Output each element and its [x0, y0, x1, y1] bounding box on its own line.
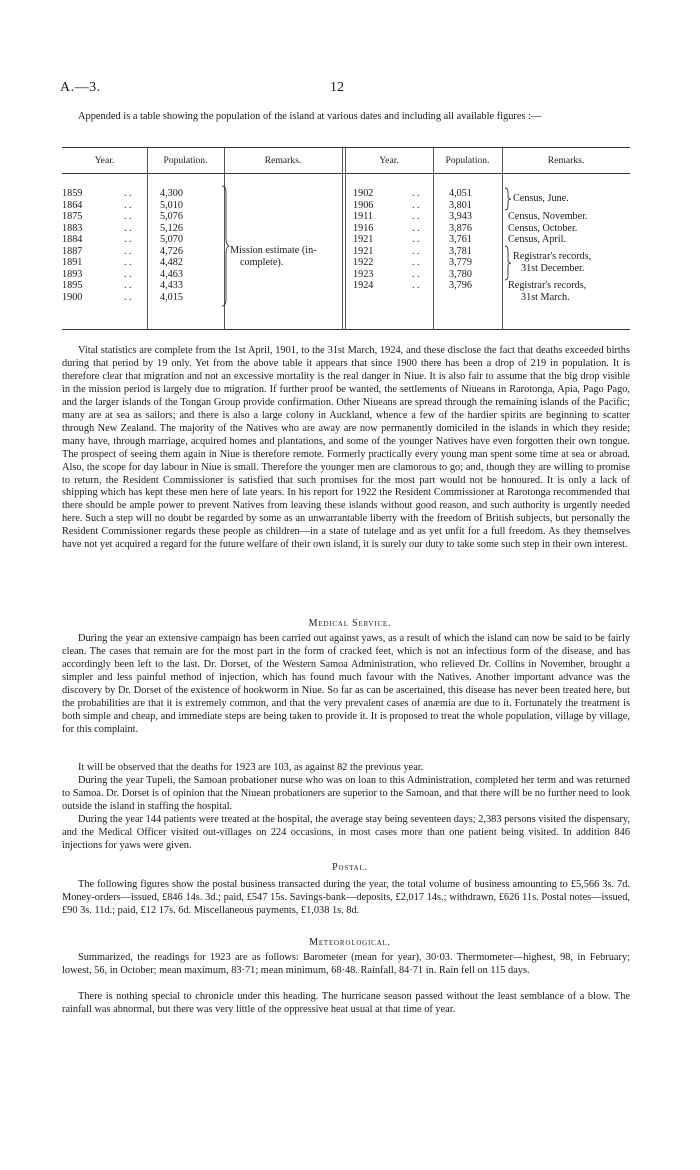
header-population-left: Population. — [163, 155, 208, 166]
left-year-cell: 1884 — [62, 234, 83, 245]
leader-dots: . . — [124, 222, 132, 234]
meteorological-heading: Meteorological. — [309, 937, 391, 948]
remark-census-november: Census, November. — [508, 211, 588, 222]
header-population-right: Population. — [445, 155, 490, 166]
medical-paragraph-1: During the year an extensive campaign has been carried out against yaws, as a result of which the island can now be said to be fairly clean. The cases that remain are for the most part in the form of cracked feet, which is not an infectious form of the disease, and has accordingly been left to the last. Dr. Dorset, of the Western Samoa Administration, who relieved Dr. Collins in November, brought a simpler and less painful method of injection, which has found much favour with the Natives. Another important advance was the discovery by Dr. Dorset of the existence of hookworm in Niue. So far as can be ascertained, this disease has never been treated here, but the probabilities are that it is extremely common, and that the very prevalent cases of anæmia are due to it. Fortunately the treatment is both simple and cheap, and immediate steps are being taken to provide it. It is proposed to treat the whole population, village by village, for this complaint. — [62, 633, 630, 735]
leader-dots: . . — [124, 188, 132, 199]
right-population-cell: 3,781 — [449, 245, 472, 257]
leader-dots: . . — [412, 199, 420, 211]
left-year-cell: 1895 — [62, 280, 83, 291]
leader-dots: . . — [412, 257, 420, 268]
remark-census-october: Census, October. — [508, 222, 578, 234]
leader-dots: . . — [124, 234, 132, 245]
right-population-cell: 3,796 — [449, 280, 472, 291]
left-year-cell: 1864 — [62, 199, 83, 211]
left-population-cell: 4,726 — [160, 245, 183, 257]
mission-remark-line2: complete). — [240, 257, 284, 268]
remark-registrar-mar-line1: Registrar's records, — [508, 280, 587, 291]
leader-dots: . . — [412, 188, 420, 199]
column-divider — [433, 147, 434, 330]
vital-statistics-paragraph: Vital statistics are complete from the 1st April, 1901, to the 31st March, 1924, and these disclose the fact that deaths exceeded births during that period by 19 only. Yet from the above table it appears that since 1900 there has been a drop of 219 in population. It is therefore clear that migration and not an excessive mortality is the real danger in Niue. It is also fair to assume that the big drop visible in the mission period is largely due to migration. If further proof be wanted, the settlements of Niueans in Rarotonga, Apia, Pago Pago, and the larger islands of the Tongan Group provide confirmation. Other Niueans are spread through the remaining islands of the Pacific; many are at sea as sailors; and there is also a large colony in Auckland, whence a few of the hardier spirits are beginning to scatter through New Zealand. The majority of the Natives who are away are now permanently domiciled in the islands in which they reside; many have, through marriage, acquired homes and plantations, and some of the younger Natives have even forgotten their own tongue. The prospect of seeing them again in Niue is therefore remote. Formerly practically every young man spent some time at sea or abroad. Also, the scope for day labour in Niue is small. Therefore the younger men are clamorous to go; and, though they are willing to promise to return, the Resident Commissioner is satisfied that such promises for the most part would not be honoured. It is only a lack of shipping which has kept these men here of late years. In his report for 1922 the Resident Commissioner at Rarotonga recommended that there should be ample power to prevent Natives from leaving these islands without good reason, and such authority is urgently needed here. Such a step will no doubt be regarded by some as an unwarrantable liberty with the freedom of British subjects, but personally the Resident Commissioner regards these people as children—in a state of tutelage and as yet unfit for a full freedom. As they themselves have not yet acquired a regard for the future welfare of their own island, it is surely our duty to take some such step in their own interest. — [62, 345, 630, 551]
leader-dots: . . — [124, 211, 132, 222]
intro-paragraph: Appended is a table showing the population of the island at various dates and including all available figures :— — [78, 111, 542, 122]
right-year-cell: 1921 — [353, 234, 374, 245]
right-population-cell: 3,801 — [449, 199, 472, 211]
left-year-cell: 1900 — [62, 291, 83, 303]
remark-registrar-dec-line1: Registrar's records, — [513, 251, 592, 262]
left-population-cell: 4,433 — [160, 280, 183, 291]
header-year-right: Year. — [379, 155, 399, 166]
mission-remark-line1: Mission estimate (in- — [230, 245, 317, 256]
postal-paragraph: The following figures show the postal business transacted during the year, the total volume of business amounting to £5,566 3s. 7d. Money-orders—issued, £846 14s. 3d.; paid, £547 15s. Savings-bank—deposits, £2,017 14s.; withdrawn, £626 11s. Postal notes—issued, £90 3s. 11d.; paid, £12 17s. 6d. Miscellaneous payments, £1,038 1s. 8d. — [62, 879, 630, 916]
medical-paragraph-4: During the year 144 patients were treated at the hospital, the average stay being seventeen days; 2,383 persons visited the dispensary, and the Medical Officer visited out-villages on 224 occasions, in most cases more than one patient being visited. In addition 846 injections for yaws were given. — [62, 814, 630, 851]
left-population-cell: 4,300 — [160, 188, 183, 199]
column-divider — [147, 147, 148, 330]
postal-heading: Postal. — [332, 862, 368, 873]
left-population-cell: 4,482 — [160, 257, 183, 268]
left-population-cell: 5,070 — [160, 234, 183, 245]
column-divider — [345, 147, 346, 330]
header-year-left: Year. — [94, 155, 115, 166]
registrar-brace-icon — [504, 245, 512, 281]
left-population-cell: 4,463 — [160, 268, 183, 280]
leader-dots: . . — [124, 280, 132, 291]
left-year-cell: 1893 — [62, 268, 83, 280]
mission-brace-icon — [218, 185, 230, 307]
leader-dots: . . — [124, 291, 132, 303]
left-population-cell: 5,010 — [160, 199, 183, 211]
left-year-cell: 1891 — [62, 257, 83, 268]
medical-paragraph-3: During the year Tupeli, the Samoan probationer nurse who was on loan to this Administration, completed her term and was returned to Samoa. Dr. Dorset is of opinion that the Niuean probationers are superior to the Samoan, and that there will be no further need to look outside the island in staffing the hospital. — [62, 775, 630, 812]
remark-census-june: Census, June. — [513, 193, 569, 204]
left-year-cell: 1875 — [62, 211, 83, 222]
right-year-cell: 1911 — [353, 211, 373, 222]
leader-dots: . . — [412, 245, 420, 257]
column-divider — [502, 147, 503, 330]
left-population-cell: 5,076 — [160, 211, 183, 222]
right-year-cell: 1906 — [353, 199, 374, 211]
leader-dots: . . — [412, 222, 420, 234]
left-year-cell: 1887 — [62, 245, 83, 257]
right-population-cell: 4,051 — [449, 188, 472, 199]
remark-census-april: Census, April. — [508, 234, 567, 245]
meteorological-paragraph-1: Summarized, the readings for 1923 are as follows: Barometer (mean for year), 30·03. Thermometer—highest, 98, in February; lowest, 56, in October; mean maximum, 83·71; mean minimum, 68·48. Rainfall, 84·71 in. Rain fell on 115 days. — [62, 952, 630, 976]
leader-dots: . . — [412, 211, 420, 222]
right-population-cell: 3,761 — [449, 234, 472, 245]
medical-paragraph-2: It will be observed that the deaths for 1923 are 103, as against 82 the previous year. — [78, 762, 424, 773]
page-number: 12 — [330, 80, 344, 95]
left-year-cell: 1859 — [62, 188, 83, 199]
right-year-cell: 1922 — [353, 257, 374, 268]
leader-dots: . . — [124, 268, 132, 280]
leader-dots: . . — [124, 245, 132, 257]
right-population-cell: 3,780 — [449, 268, 472, 280]
leader-dots: . . — [124, 199, 132, 211]
leader-dots: . . — [412, 280, 420, 291]
header-remarks-right: Remarks. — [547, 155, 585, 166]
right-year-cell: 1924 — [353, 280, 374, 291]
medical-service-heading: Medical Service. — [308, 618, 392, 629]
column-divider — [342, 147, 343, 330]
remark-registrar-dec-line2: 31st December. — [521, 263, 585, 274]
right-population-cell: 3,876 — [449, 222, 472, 234]
left-population-cell: 5,126 — [160, 222, 183, 234]
meteorological-paragraph-2: There is nothing special to chronicle under this heading. The hurricane season passed without the least semblance of a blow. The rainfall was abnormal, but there was very little of the oppressive heat usual at that time of year. — [62, 991, 630, 1015]
population-table — [62, 147, 630, 330]
leader-dots: . . — [412, 268, 420, 280]
right-population-cell: 3,943 — [449, 211, 472, 222]
left-year-cell: 1883 — [62, 222, 83, 234]
left-population-cell: 4,015 — [160, 291, 183, 303]
remark-registrar-mar-line2: 31st March. — [521, 292, 570, 303]
leader-dots: . . — [124, 257, 132, 268]
header-remarks-left: Remarks. — [264, 155, 302, 166]
right-year-cell: 1902 — [353, 188, 374, 199]
right-year-cell: 1923 — [353, 268, 374, 280]
census-june-brace-icon — [504, 187, 512, 211]
right-population-cell: 3,779 — [449, 257, 472, 268]
leader-dots: . . — [412, 234, 420, 245]
right-year-cell: 1921 — [353, 245, 374, 257]
document-reference: A.—3. — [60, 80, 101, 95]
right-year-cell: 1916 — [353, 222, 374, 234]
